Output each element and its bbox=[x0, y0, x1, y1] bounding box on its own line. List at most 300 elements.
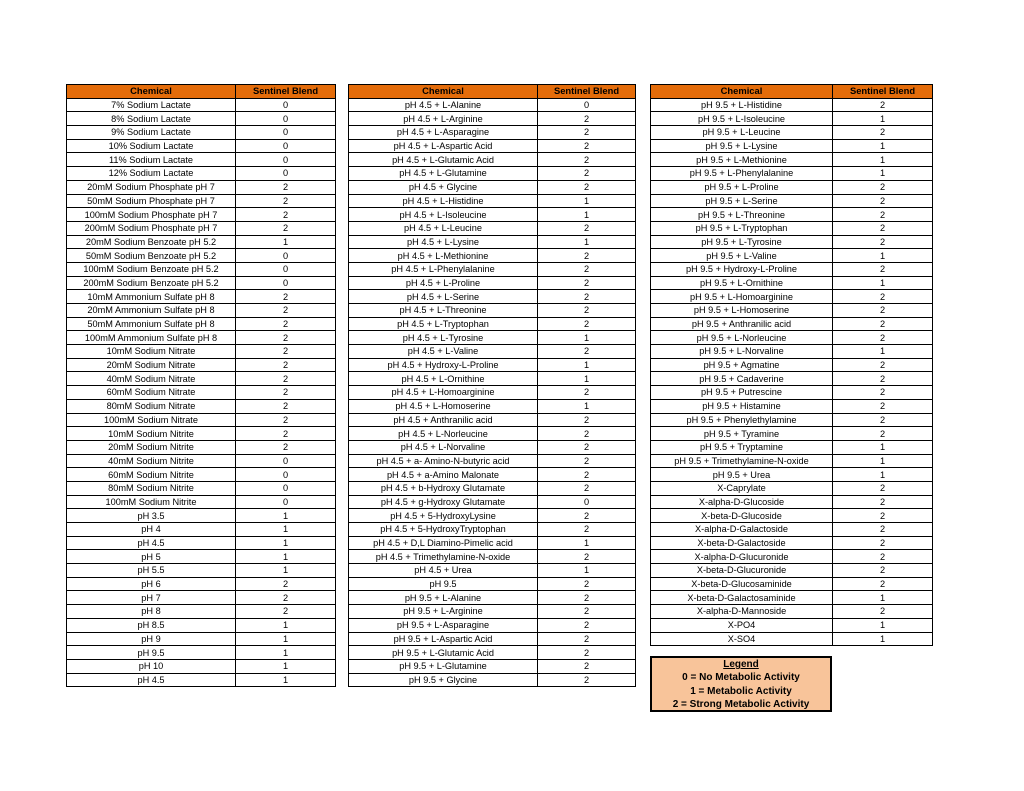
table-row bbox=[349, 468, 636, 482]
table-row bbox=[651, 235, 933, 249]
table-row bbox=[651, 536, 933, 550]
chemical-cell: 80mM Sodium Nitrite bbox=[67, 481, 236, 495]
sentinel-blend-cell: 2 bbox=[833, 550, 933, 564]
chemical-header: Chemical bbox=[651, 85, 833, 99]
sentinel-blend-cell: 1 bbox=[236, 618, 336, 632]
chemical-cell: pH 9.5 + L-Homoserine bbox=[651, 304, 833, 318]
sentinel-blend-cell: 1 bbox=[833, 167, 933, 181]
legend-line-2: 2 = Strong Metabolic Activity bbox=[672, 698, 810, 710]
sentinel-blend-cell: 2 bbox=[538, 112, 636, 126]
chemical-cell: 20mM Sodium Nitrite bbox=[67, 440, 236, 454]
chemical-cell: pH 9.5 + Tryptamine bbox=[651, 440, 833, 454]
table-row bbox=[349, 317, 636, 331]
chemical-cell: 40mM Sodium Nitrate bbox=[67, 372, 236, 386]
chemical-cell: pH 4.5 + Hydroxy-L-Proline bbox=[349, 358, 538, 372]
table-row bbox=[349, 646, 636, 660]
chemical-cell: pH 4.5 + L-Leucine bbox=[349, 221, 538, 235]
sentinel-blend-cell: 2 bbox=[833, 235, 933, 249]
chemical-cell: 10mM Ammonium Sulfate pH 8 bbox=[67, 290, 236, 304]
table-row bbox=[651, 550, 933, 564]
chemical-table-3 bbox=[650, 84, 933, 646]
table-row bbox=[67, 591, 336, 605]
table-row bbox=[67, 427, 336, 441]
chemical-cell: pH 9.5 + Tyramine bbox=[651, 427, 833, 441]
sentinel-blend-cell: 0 bbox=[236, 112, 336, 126]
chemical-cell: 20mM Sodium Nitrate bbox=[67, 358, 236, 372]
table-row bbox=[67, 605, 336, 619]
sentinel-blend-cell: 0 bbox=[236, 249, 336, 263]
table-row bbox=[651, 262, 933, 276]
table-row bbox=[349, 509, 636, 523]
sentinel-blend-cell: 2 bbox=[833, 536, 933, 550]
sentinel-blend-cell: 2 bbox=[833, 523, 933, 537]
table-row bbox=[67, 550, 336, 564]
chemical-cell: pH 9.5 + Putrescine bbox=[651, 386, 833, 400]
sentinel-blend-cell: 2 bbox=[833, 126, 933, 140]
chemical-table-1 bbox=[66, 84, 336, 687]
chemical-cell: 60mM Sodium Nitrite bbox=[67, 468, 236, 482]
chemical-cell: pH 4.5 + L-Alanine bbox=[349, 98, 538, 112]
sentinel-blend-cell: 2 bbox=[538, 139, 636, 153]
table-row bbox=[67, 372, 336, 386]
chemical-cell: pH 4 bbox=[67, 523, 236, 537]
chemical-cell: X-alpha-D-Galactoside bbox=[651, 523, 833, 537]
chemical-cell: pH 9.5 + Agmatine bbox=[651, 358, 833, 372]
table-row bbox=[67, 454, 336, 468]
table-row bbox=[651, 427, 933, 441]
sentinel-blend-cell: 1 bbox=[833, 632, 933, 646]
chemical-cell: pH 9.5 + L-Tryptophan bbox=[651, 221, 833, 235]
sentinel-blend-cell: 2 bbox=[833, 413, 933, 427]
table-row bbox=[651, 153, 933, 167]
sentinel-blend-cell: 2 bbox=[538, 304, 636, 318]
chemical-cell: pH 4.5 bbox=[67, 536, 236, 550]
chemical-cell: 8% Sodium Lactate bbox=[67, 112, 236, 126]
table-row bbox=[651, 618, 933, 632]
legend-line-1: 1 = Metabolic Activity bbox=[690, 685, 792, 697]
sentinel-blend-cell: 2 bbox=[538, 386, 636, 400]
sentinel-blend-cell: 2 bbox=[236, 413, 336, 427]
table-row bbox=[349, 221, 636, 235]
sentinel-blend-cell: 1 bbox=[236, 673, 336, 687]
sentinel-blend-cell: 1 bbox=[833, 591, 933, 605]
table-row bbox=[349, 262, 636, 276]
table-row bbox=[349, 194, 636, 208]
table-row bbox=[651, 468, 933, 482]
sentinel-blend-cell: 1 bbox=[833, 276, 933, 290]
chemical-cell: 50mM Ammonium Sulfate pH 8 bbox=[67, 317, 236, 331]
chemical-cell: pH 9.5 + L-Proline bbox=[651, 180, 833, 194]
sentinel-blend-cell: 0 bbox=[236, 98, 336, 112]
chemical-cell: pH 9.5 + L-Arginine bbox=[349, 605, 538, 619]
sentinel-blend-cell: 0 bbox=[538, 98, 636, 112]
sentinel-blend-cell: 1 bbox=[236, 235, 336, 249]
sentinel-blend-cell: 2 bbox=[538, 577, 636, 591]
chemical-cell: pH 9.5 + L-Ornithine bbox=[651, 276, 833, 290]
sentinel-blend-cell: 0 bbox=[236, 126, 336, 140]
chemical-cell: X-beta-D-Galactosaminide bbox=[651, 591, 833, 605]
chemical-cell: 20mM Ammonium Sulfate pH 8 bbox=[67, 304, 236, 318]
chemical-cell: X-PO4 bbox=[651, 618, 833, 632]
table-row bbox=[349, 632, 636, 646]
table-row bbox=[651, 632, 933, 646]
sentinel-blend-cell: 2 bbox=[538, 221, 636, 235]
table-row bbox=[349, 386, 636, 400]
chemical-cell: pH 9.5 + L-Norvaline bbox=[651, 345, 833, 359]
table-row bbox=[651, 180, 933, 194]
table-row bbox=[651, 577, 933, 591]
chemical-cell: pH 4.5 + a-Amino Malonate bbox=[349, 468, 538, 482]
chemical-cell: pH 9.5 + Trimethylamine-N-oxide bbox=[651, 454, 833, 468]
sentinel-blend-cell: 2 bbox=[833, 372, 933, 386]
sentinel-blend-cell: 1 bbox=[833, 139, 933, 153]
table-row bbox=[349, 345, 636, 359]
table-row bbox=[349, 112, 636, 126]
table-row bbox=[349, 673, 636, 687]
chemical-cell: pH 4.5 + L-Homoarginine bbox=[349, 386, 538, 400]
table-row bbox=[67, 523, 336, 537]
table-row bbox=[349, 167, 636, 181]
table-row bbox=[349, 577, 636, 591]
chemical-cell: pH 9.5 + L-Threonine bbox=[651, 208, 833, 222]
sentinel-blend-cell: 2 bbox=[236, 577, 336, 591]
table-row bbox=[67, 126, 336, 140]
chemical-cell: pH 4.5 + 5-HydroxyLysine bbox=[349, 509, 538, 523]
table-row bbox=[651, 290, 933, 304]
table-row bbox=[651, 564, 933, 578]
chemical-cell: pH 9.5 + L-Methionine bbox=[651, 153, 833, 167]
chemical-cell: 10mM Sodium Nitrite bbox=[67, 427, 236, 441]
sentinel-blend-cell: 1 bbox=[833, 345, 933, 359]
sentinel-blend-cell: 1 bbox=[236, 550, 336, 564]
table-row bbox=[349, 605, 636, 619]
legend-box bbox=[650, 656, 832, 712]
sentinel-blend-cell: 2 bbox=[833, 331, 933, 345]
table-row bbox=[67, 208, 336, 222]
sentinel-blend-cell: 2 bbox=[538, 180, 636, 194]
table-row bbox=[651, 372, 933, 386]
sentinel-blend-cell: 2 bbox=[538, 605, 636, 619]
sentinel-blend-cell: 2 bbox=[538, 262, 636, 276]
sentinel-blend-cell: 0 bbox=[236, 454, 336, 468]
sentinel-blend-cell: 1 bbox=[538, 235, 636, 249]
sentinel-blend-cell: 2 bbox=[236, 180, 336, 194]
sentinel-blend-cell: 2 bbox=[538, 440, 636, 454]
chemical-cell: pH 9.5 + L-Alanine bbox=[349, 591, 538, 605]
chemical-header: Chemical bbox=[349, 85, 538, 99]
sentinel-blend-cell: 2 bbox=[538, 276, 636, 290]
chemical-cell: pH 9.5 + L-Homoarginine bbox=[651, 290, 833, 304]
table-row bbox=[651, 440, 933, 454]
sentinel-blend-cell: 2 bbox=[538, 427, 636, 441]
chemical-cell: pH 4.5 + L-Glutamic Acid bbox=[349, 153, 538, 167]
table-header-row bbox=[349, 85, 636, 99]
sentinel-blend-cell: 2 bbox=[236, 194, 336, 208]
table-row bbox=[349, 591, 636, 605]
chemical-cell: X-beta-D-Glucosaminide bbox=[651, 577, 833, 591]
chemical-cell: 100mM Sodium Nitrite bbox=[67, 495, 236, 509]
table-row bbox=[349, 98, 636, 112]
sentinel-blend-cell: 2 bbox=[833, 208, 933, 222]
table-row bbox=[349, 290, 636, 304]
chemical-cell: pH 4.5 + L-Tyrosine bbox=[349, 331, 538, 345]
chemical-cell: pH 9.5 + Histamine bbox=[651, 399, 833, 413]
table-row bbox=[67, 345, 336, 359]
sentinel-blend-header: Sentinel Blend bbox=[538, 85, 636, 99]
chemical-cell: X-Caprylate bbox=[651, 481, 833, 495]
chemical-cell: pH 4.5 + L-Serine bbox=[349, 290, 538, 304]
table-row bbox=[349, 153, 636, 167]
table-header-row bbox=[651, 85, 933, 99]
table-row bbox=[67, 249, 336, 263]
chemical-cell: 200mM Sodium Benzoate pH 5.2 bbox=[67, 276, 236, 290]
chemical-cell: 20mM Sodium Benzoate pH 5.2 bbox=[67, 235, 236, 249]
table-row bbox=[651, 454, 933, 468]
chemical-cell: pH 9.5 bbox=[349, 577, 538, 591]
sentinel-blend-cell: 2 bbox=[538, 646, 636, 660]
table-row bbox=[349, 126, 636, 140]
table-row bbox=[67, 112, 336, 126]
chemical-cell: pH 9.5 + L-Leucine bbox=[651, 126, 833, 140]
sentinel-blend-cell: 2 bbox=[538, 481, 636, 495]
table-row bbox=[349, 304, 636, 318]
chemical-cell: 200mM Sodium Phosphate pH 7 bbox=[67, 221, 236, 235]
chemical-cell: pH 4.5 + L-Phenylalanine bbox=[349, 262, 538, 276]
chemical-cell: pH 4.5 + L-Histidine bbox=[349, 194, 538, 208]
chemical-cell: pH 4.5 + L-Norleucine bbox=[349, 427, 538, 441]
sentinel-blend-cell: 2 bbox=[833, 605, 933, 619]
legend-title: Legend bbox=[723, 659, 759, 670]
chemical-cell: 12% Sodium Lactate bbox=[67, 167, 236, 181]
chemical-cell: pH 9.5 + Hydroxy-L-Proline bbox=[651, 262, 833, 276]
sentinel-blend-cell: 0 bbox=[236, 481, 336, 495]
chemical-cell: pH 9.5 + L-Glutamic Acid bbox=[349, 646, 538, 660]
chemical-cell: pH 4.5 + 5-HydroxyTryptophan bbox=[349, 523, 538, 537]
sentinel-blend-cell: 2 bbox=[236, 345, 336, 359]
sentinel-blend-cell: 0 bbox=[236, 262, 336, 276]
sentinel-blend-cell: 2 bbox=[236, 427, 336, 441]
sentinel-blend-header: Sentinel Blend bbox=[236, 85, 336, 99]
chemical-cell: 9% Sodium Lactate bbox=[67, 126, 236, 140]
table-row bbox=[349, 440, 636, 454]
table-row bbox=[67, 440, 336, 454]
chemical-cell: 100mM Sodium Phosphate pH 7 bbox=[67, 208, 236, 222]
chemical-cell: pH 9.5 + L-Histidine bbox=[651, 98, 833, 112]
sentinel-blend-cell: 2 bbox=[538, 632, 636, 646]
table-row bbox=[67, 153, 336, 167]
table-row bbox=[67, 317, 336, 331]
chemical-cell: 80mM Sodium Nitrate bbox=[67, 399, 236, 413]
chemical-cell: pH 3.5 bbox=[67, 509, 236, 523]
table-row bbox=[67, 399, 336, 413]
table-row bbox=[67, 304, 336, 318]
sentinel-blend-cell: 2 bbox=[538, 509, 636, 523]
sentinel-blend-cell: 1 bbox=[833, 468, 933, 482]
sentinel-blend-cell: 2 bbox=[538, 468, 636, 482]
chemical-cell: pH 4.5 + g-Hydroxy Glutamate bbox=[349, 495, 538, 509]
sentinel-blend-cell: 2 bbox=[833, 577, 933, 591]
sentinel-blend-cell: 2 bbox=[236, 331, 336, 345]
chemical-cell: pH 4.5 + L-Norvaline bbox=[349, 440, 538, 454]
table-row bbox=[349, 564, 636, 578]
sentinel-blend-cell: 1 bbox=[538, 194, 636, 208]
table-row bbox=[67, 167, 336, 181]
sentinel-blend-header: Sentinel Blend bbox=[833, 85, 933, 99]
table-row bbox=[349, 139, 636, 153]
chemical-cell: pH 4.5 + Trimethylamine-N-oxide bbox=[349, 550, 538, 564]
chemical-cell: pH 4.5 + L-Threonine bbox=[349, 304, 538, 318]
chemical-cell: 100mM Sodium Benzoate pH 5.2 bbox=[67, 262, 236, 276]
sentinel-blend-cell: 2 bbox=[538, 550, 636, 564]
chemical-cell: pH 9.5 + L-Asparagine bbox=[349, 618, 538, 632]
chemical-cell: X-alpha-D-Mannoside bbox=[651, 605, 833, 619]
sentinel-blend-cell: 2 bbox=[833, 290, 933, 304]
sentinel-blend-cell: 2 bbox=[236, 605, 336, 619]
chemical-cell: pH 9.5 + Phenylethylamine bbox=[651, 413, 833, 427]
table-row bbox=[651, 221, 933, 235]
sentinel-blend-cell: 2 bbox=[833, 481, 933, 495]
table-row bbox=[67, 358, 336, 372]
table-row bbox=[349, 523, 636, 537]
sentinel-blend-cell: 2 bbox=[236, 290, 336, 304]
sentinel-blend-cell: 0 bbox=[236, 153, 336, 167]
table-row bbox=[349, 208, 636, 222]
chemical-cell: pH 6 bbox=[67, 577, 236, 591]
table-row bbox=[651, 167, 933, 181]
chemical-cell: pH 9.5 + L-Phenylalanine bbox=[651, 167, 833, 181]
chemical-cell: 100mM Sodium Nitrate bbox=[67, 413, 236, 427]
chemical-cell: 10mM Sodium Nitrate bbox=[67, 345, 236, 359]
chemical-cell: pH 4.5 + L-Asparagine bbox=[349, 126, 538, 140]
chemical-cell: pH 4.5 + L-Ornithine bbox=[349, 372, 538, 386]
table-row bbox=[651, 194, 933, 208]
table-row bbox=[67, 221, 336, 235]
sentinel-blend-cell: 2 bbox=[236, 317, 336, 331]
table-row bbox=[67, 646, 336, 660]
sentinel-blend-cell: 2 bbox=[538, 167, 636, 181]
chemical-cell: X-beta-D-Glucuronide bbox=[651, 564, 833, 578]
chemical-cell: pH 4.5 + L-Valine bbox=[349, 345, 538, 359]
sentinel-blend-cell: 2 bbox=[538, 126, 636, 140]
table-row bbox=[349, 276, 636, 290]
sentinel-blend-cell: 1 bbox=[538, 331, 636, 345]
chemical-cell: 7% Sodium Lactate bbox=[67, 98, 236, 112]
table-row bbox=[349, 495, 636, 509]
chemical-cell: pH 4.5 + L-Arginine bbox=[349, 112, 538, 126]
chemical-cell: pH 9.5 + Urea bbox=[651, 468, 833, 482]
sentinel-blend-cell: 2 bbox=[236, 358, 336, 372]
chemical-cell: pH 4.5 + a- Amino-N-butyric acid bbox=[349, 454, 538, 468]
sentinel-blend-cell: 2 bbox=[538, 317, 636, 331]
table-row bbox=[349, 180, 636, 194]
table-row bbox=[651, 481, 933, 495]
chemical-cell: pH 9.5 + Anthranilic acid bbox=[651, 317, 833, 331]
table-row bbox=[651, 249, 933, 263]
table-row bbox=[67, 98, 336, 112]
sentinel-blend-cell: 1 bbox=[538, 399, 636, 413]
table-row bbox=[651, 523, 933, 537]
sentinel-blend-cell: 2 bbox=[538, 591, 636, 605]
table-row bbox=[349, 249, 636, 263]
table-row bbox=[349, 413, 636, 427]
table-row bbox=[67, 139, 336, 153]
table-row bbox=[67, 536, 336, 550]
table-row bbox=[67, 235, 336, 249]
table-row bbox=[67, 262, 336, 276]
chemical-cell: pH 9.5 + Cadaverine bbox=[651, 372, 833, 386]
sentinel-blend-cell: 1 bbox=[236, 536, 336, 550]
table-row bbox=[67, 673, 336, 687]
table-row bbox=[67, 194, 336, 208]
table-row bbox=[349, 358, 636, 372]
sentinel-blend-cell: 2 bbox=[236, 386, 336, 400]
chemical-cell: pH 4.5 + D,L Diamino-Pimelic acid bbox=[349, 536, 538, 550]
sentinel-blend-cell: 2 bbox=[236, 208, 336, 222]
chemical-cell: 11% Sodium Lactate bbox=[67, 153, 236, 167]
chemical-cell: pH 8 bbox=[67, 605, 236, 619]
table-row bbox=[67, 618, 336, 632]
sentinel-blend-cell: 1 bbox=[236, 659, 336, 673]
table-row bbox=[349, 481, 636, 495]
table-row bbox=[349, 454, 636, 468]
chemical-header: Chemical bbox=[67, 85, 236, 99]
table-row bbox=[349, 536, 636, 550]
chemical-cell: pH 7 bbox=[67, 591, 236, 605]
chemical-cell: pH 4.5 + L-Homoserine bbox=[349, 399, 538, 413]
table-row bbox=[349, 372, 636, 386]
chemical-cell: pH 9.5 + L-Lysine bbox=[651, 139, 833, 153]
sentinel-blend-cell: 1 bbox=[236, 646, 336, 660]
legend-line-0: 0 = No Metabolic Activity bbox=[682, 672, 800, 684]
chemical-cell: X-beta-D-Glucoside bbox=[651, 509, 833, 523]
sentinel-blend-cell: 2 bbox=[538, 249, 636, 263]
table-row bbox=[651, 358, 933, 372]
chemical-cell: 60mM Sodium Nitrate bbox=[67, 386, 236, 400]
chemical-cell: pH 4.5 + L-Methionine bbox=[349, 249, 538, 263]
chemical-cell: pH 5.5 bbox=[67, 564, 236, 578]
sentinel-blend-cell: 0 bbox=[538, 495, 636, 509]
sentinel-blend-cell: 1 bbox=[833, 153, 933, 167]
sentinel-blend-cell: 2 bbox=[236, 440, 336, 454]
table-row bbox=[67, 632, 336, 646]
table-row bbox=[651, 208, 933, 222]
sentinel-blend-cell: 2 bbox=[833, 180, 933, 194]
sentinel-blend-cell: 2 bbox=[236, 399, 336, 413]
table-row bbox=[651, 304, 933, 318]
table-row bbox=[651, 495, 933, 509]
sentinel-blend-cell: 2 bbox=[833, 495, 933, 509]
table-row bbox=[349, 659, 636, 673]
chemical-cell: 50mM Sodium Benzoate pH 5.2 bbox=[67, 249, 236, 263]
table-row bbox=[651, 126, 933, 140]
sentinel-blend-cell: 2 bbox=[236, 304, 336, 318]
chemical-cell: pH 9.5 + L-Glutamine bbox=[349, 659, 538, 673]
sentinel-blend-cell: 1 bbox=[833, 112, 933, 126]
table-row bbox=[67, 468, 336, 482]
sentinel-blend-cell: 2 bbox=[538, 290, 636, 304]
sentinel-blend-cell: 2 bbox=[833, 304, 933, 318]
table-row bbox=[67, 413, 336, 427]
chemical-cell: pH 9.5 + Glycine bbox=[349, 673, 538, 687]
table-row bbox=[67, 509, 336, 523]
chemical-cell: X-alpha-D-Glucoside bbox=[651, 495, 833, 509]
chemical-cell: pH 4.5 + L-Glutamine bbox=[349, 167, 538, 181]
chemical-cell: pH 8.5 bbox=[67, 618, 236, 632]
sentinel-blend-cell: 1 bbox=[538, 564, 636, 578]
sentinel-blend-cell: 1 bbox=[236, 523, 336, 537]
sentinel-blend-cell: 2 bbox=[833, 221, 933, 235]
chemical-cell: pH 4.5 + L-Lysine bbox=[349, 235, 538, 249]
